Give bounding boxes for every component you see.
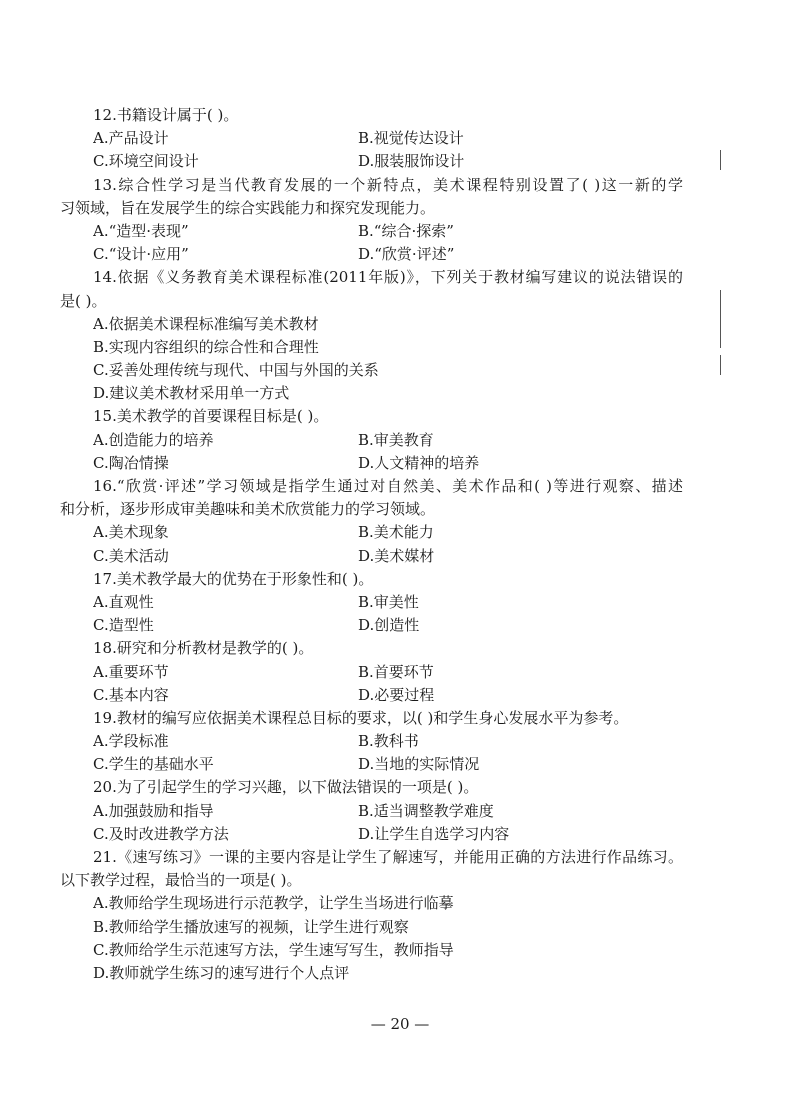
answer-option: A.产品设计 [93, 129, 169, 148]
answer-option: D.人文精神的培养 [358, 453, 480, 472]
options-list [93, 661, 683, 707]
answer-option: A.创造能力的培养 [93, 430, 214, 449]
answer-option: B.美术能力 [358, 523, 434, 542]
question-stem: 18.研究和分析教材是教学的( )。 [93, 639, 314, 658]
question-block [60, 846, 683, 985]
answer-option: D.当地的实际情况 [358, 755, 480, 774]
answer-option: A.依据美术课程标准编写美术教材 [93, 314, 319, 333]
answer-option: A.加强鼓励和指导 [93, 801, 214, 820]
answer-option: D.服装服饰设计 [358, 152, 465, 171]
question-block [93, 637, 683, 707]
question-stem: 15.美术教学的首要课程目标是( )。 [93, 407, 329, 426]
question-stem: 21.《速写练习》一课的主要内容是让学生了解速写，并能用正确的方法进行作品练习。 [93, 848, 683, 866]
answer-option: B.适当调整教学难度 [358, 801, 494, 820]
question-block [60, 475, 683, 568]
binding-line [720, 150, 721, 170]
question-stem-continued: 是( )。 [60, 291, 107, 310]
question-block [93, 568, 683, 638]
answer-option: C.陶冶情操 [93, 453, 169, 472]
answer-option: B.“综合·探索” [358, 221, 454, 240]
answer-option: C.美术活动 [93, 546, 169, 565]
binding-line [720, 290, 721, 348]
answer-option: A.直观性 [93, 592, 154, 611]
answer-option: C.环境空间设计 [93, 152, 199, 171]
options-list [93, 313, 683, 406]
answer-option: A.美术现象 [93, 523, 169, 542]
question-stem: 12.书籍设计属于( )。 [93, 106, 239, 124]
answer-option: B.首要环节 [358, 662, 434, 681]
options-list [93, 591, 683, 637]
answer-option: B.教师给学生播放速写的视频，让学生进行观察 [93, 917, 409, 936]
question-block [93, 104, 683, 174]
question-block [93, 405, 683, 475]
answer-option: C.及时改进教学方法 [93, 824, 229, 843]
answer-option: B.实现内容组织的综合性和合理性 [93, 337, 319, 356]
question-block [93, 707, 683, 777]
options-list [93, 800, 683, 846]
question-stem-continued: 和分析，逐步形成审美趣味和美术欣赏能力的学习领域。 [60, 500, 436, 519]
answer-option: D.让学生自选学习内容 [358, 824, 510, 843]
binding-line [720, 355, 721, 375]
answer-option: C.“设计·应用” [93, 245, 189, 264]
question-stem: 14.依据《义务教育美术课程标准(2011年版)》，下列关于教材编写建议的说法错误的 [93, 268, 683, 287]
answer-option: B.视觉传达设计 [358, 129, 464, 148]
question-stem: 19.教材的编写应依据美术课程总目标的要求，以( )和学生身心发展水平为参考。 [93, 708, 629, 727]
options-list [93, 127, 683, 173]
options-list [93, 892, 683, 985]
options-list [93, 730, 683, 776]
answer-option: C.妥善处理传统与现代、中国与外国的关系 [93, 361, 379, 380]
page-number: — 20 — [370, 1015, 430, 1033]
answer-option: D.创造性 [358, 616, 420, 635]
answer-option: B.审美教育 [358, 430, 434, 449]
answer-option: A.教师给学生现场进行示范教学，让学生当场进行临摹 [93, 894, 454, 913]
answer-option: D.“欣赏·评述” [358, 245, 455, 264]
answer-option: D.建议美术教材采用单一方式 [93, 384, 290, 403]
question-stem-continued: 以下教学过程，最恰当的一项是( )。 [60, 871, 302, 890]
question-block [60, 266, 683, 405]
options-list [93, 429, 683, 475]
question-stem: 17.美术教学最大的优势在于形象性和( )。 [93, 569, 374, 588]
options-list [93, 220, 683, 266]
question-block [60, 174, 683, 267]
question-stem: 16.“欣赏·评述”学习领域是指学生通过对自然美、美术作品和( )等进行观察、描述 [93, 477, 683, 495]
answer-option: C.教师给学生示范速写方法，学生速写写生，教师指导 [93, 940, 454, 959]
answer-option: A.重要环节 [93, 662, 169, 681]
answer-option: D.教师就学生练习的速写进行个人点评 [93, 963, 350, 982]
answer-option: A.“造型·表现” [93, 221, 189, 240]
question-block [93, 776, 683, 846]
answer-option: C.基本内容 [93, 685, 169, 704]
options-list [93, 521, 683, 567]
answer-option: C.学生的基础水平 [93, 755, 214, 774]
answer-option: C.造型性 [93, 616, 154, 635]
question-stem-continued: 习领域，旨在发展学生的综合实践能力和探究发现能力。 [60, 198, 436, 217]
question-list [60, 104, 683, 985]
question-stem: 20.为了引起学生的学习兴趣，以下做法错误的一项是( )。 [93, 778, 479, 797]
answer-option: D.必要过程 [358, 685, 435, 704]
answer-option: A.学段标准 [93, 732, 169, 751]
answer-option: D.美术媒材 [358, 546, 435, 565]
question-stem: 13.综合性学习是当代教育发展的一个新特点，美术课程特别设置了( )这一新的学 [93, 175, 683, 194]
answer-option: B.教科书 [358, 732, 419, 751]
answer-option: B.审美性 [358, 592, 419, 611]
